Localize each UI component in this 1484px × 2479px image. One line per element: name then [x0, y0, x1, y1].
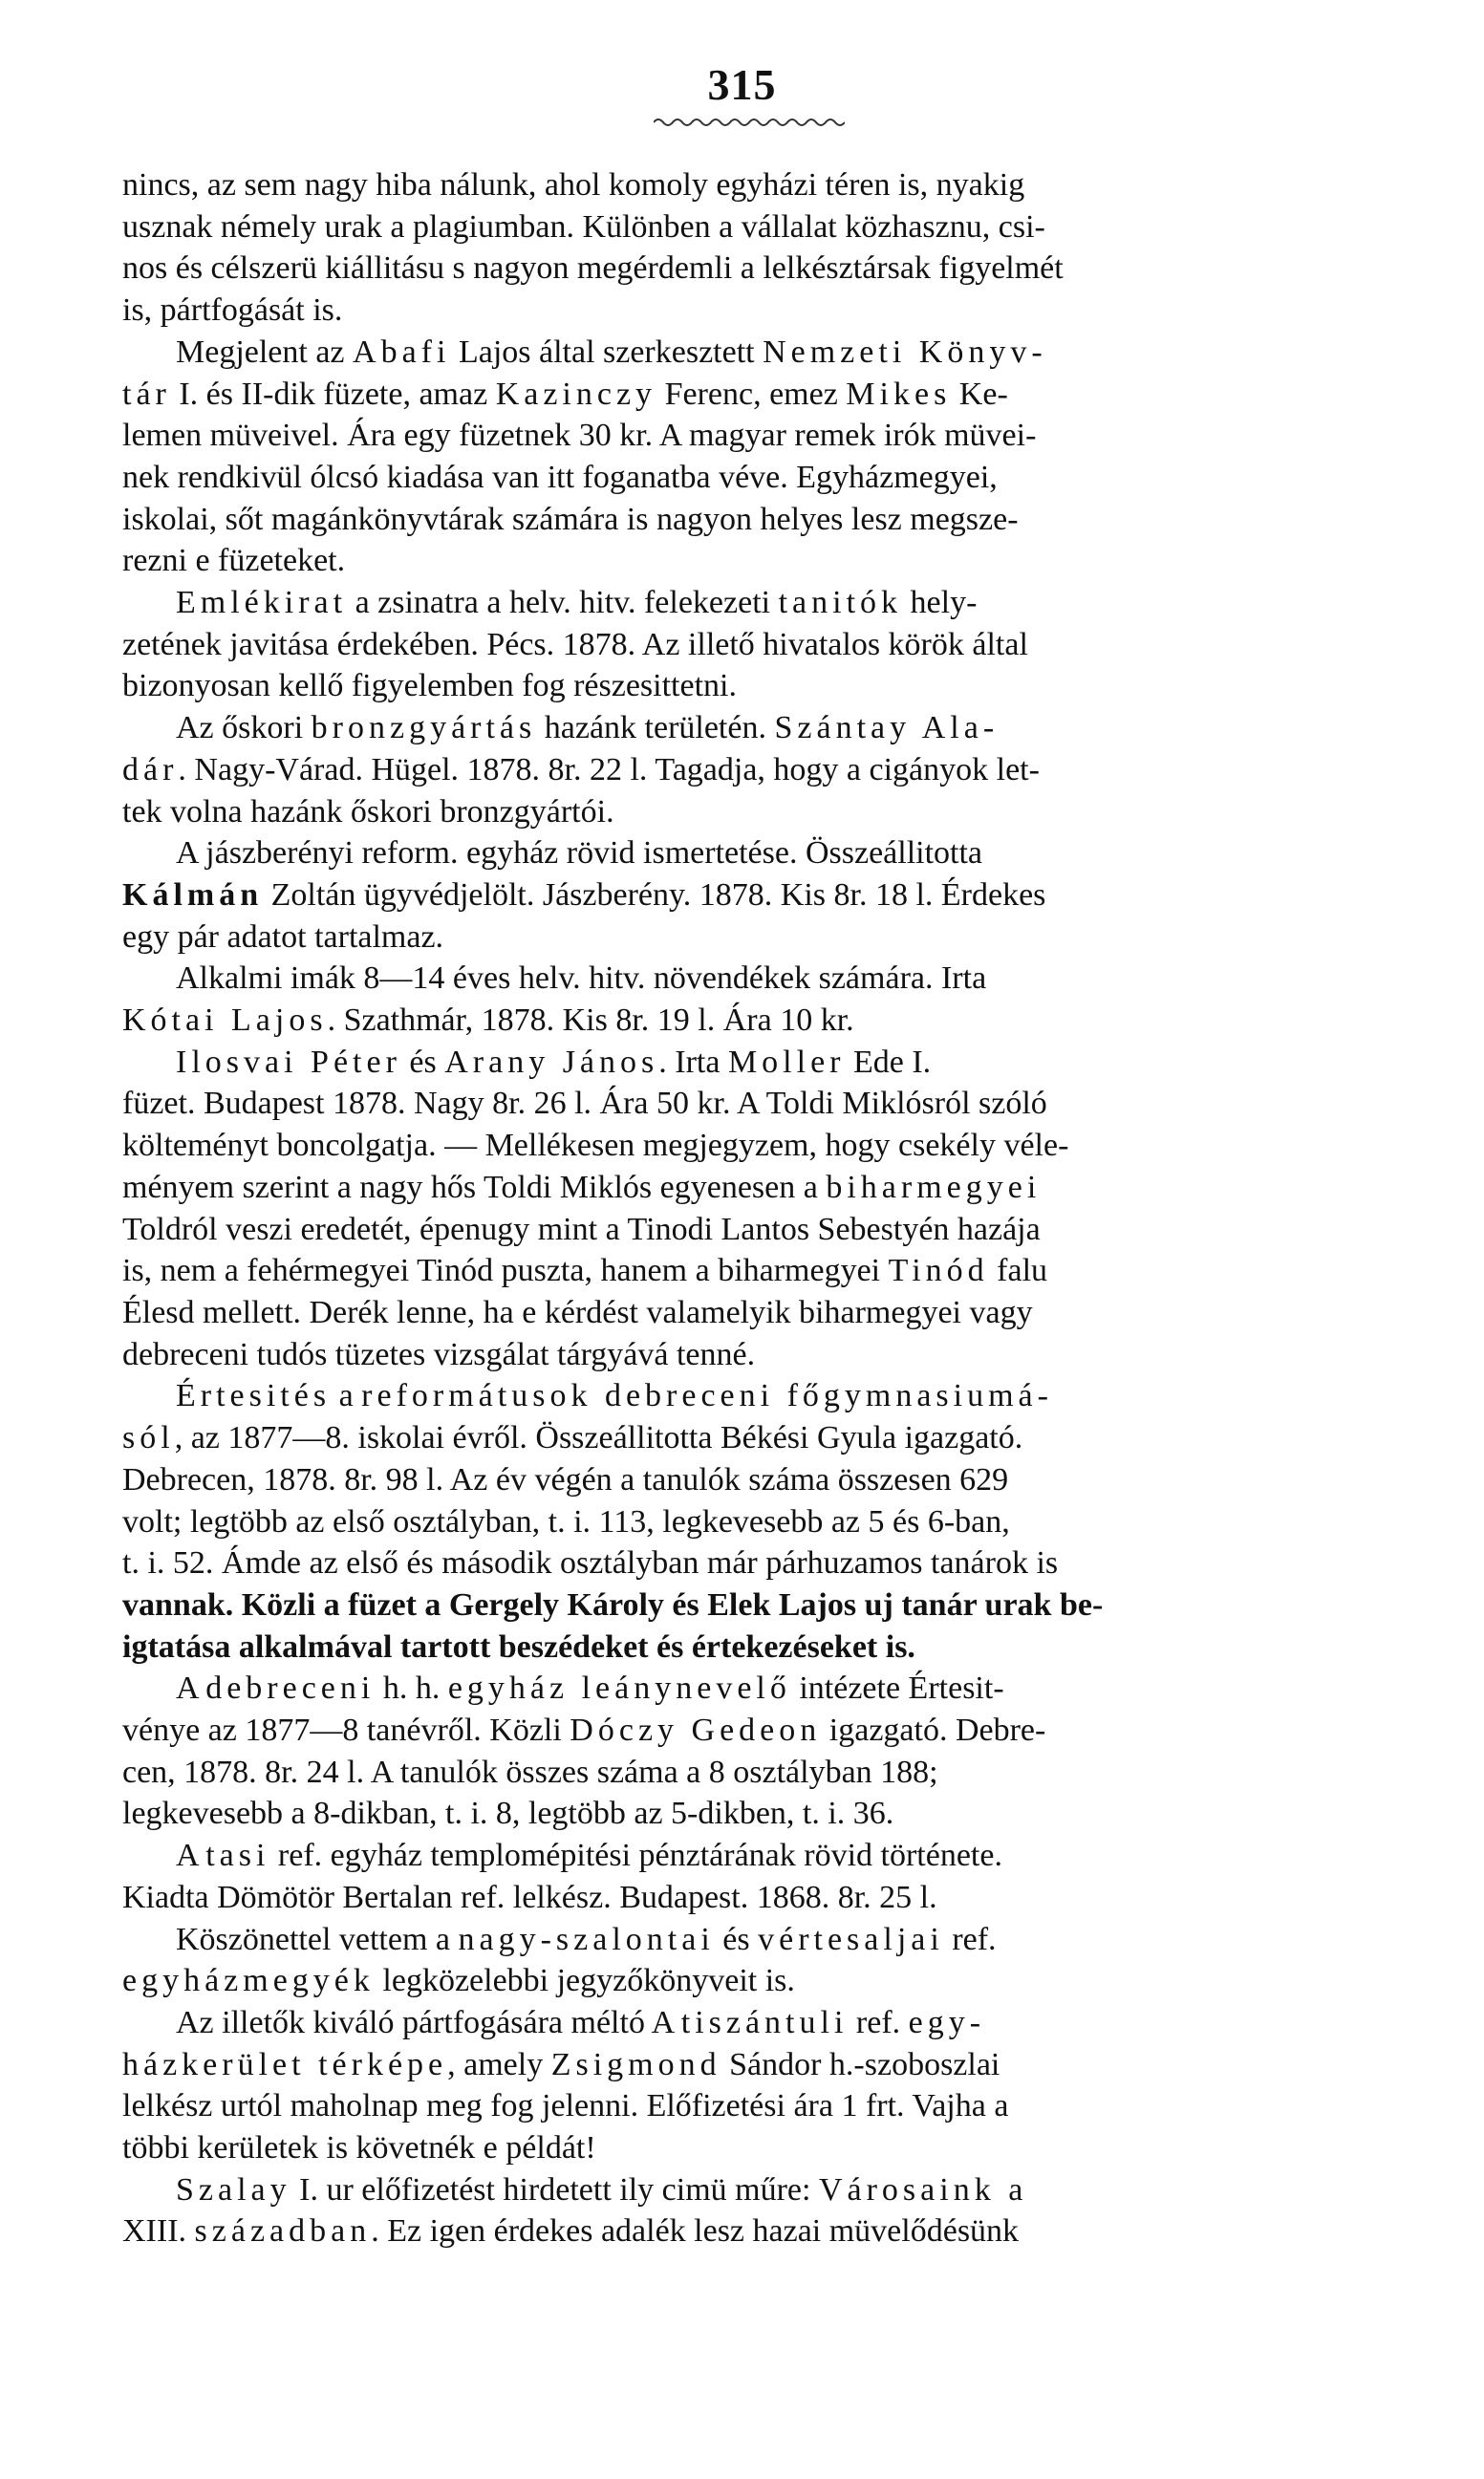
text-line — [122, 457, 1366, 499]
text-segment: Élesd mellett. Derék lenne, ha e kérdést valamelyik biharmegyei vagy — [122, 1294, 1033, 1330]
text-segment: egy pár adatot tartalmaz. — [122, 918, 444, 955]
text-line — [122, 1125, 1366, 1167]
text-segment: tanitók — [778, 585, 903, 621]
text-segment: Nemzeti Könyv- — [763, 334, 1047, 370]
text-segment: A jászberényi reform. egyház rövid ismertetése. Összeállitotta — [176, 835, 983, 872]
text-segment: . Irta — [658, 1044, 728, 1080]
text-line — [122, 1960, 1366, 2002]
text-segment: usznak némely urak a plagiumban. Különben a vállalat közhasznu, csi- — [122, 208, 1045, 245]
text-segment: ményem szerint a nagy hős Toldi Miklós egyenesen a — [122, 1169, 827, 1205]
text-line — [122, 499, 1366, 541]
text-line — [122, 540, 1366, 582]
text-line — [122, 1334, 1366, 1376]
text-line — [122, 1919, 1366, 1961]
text-segment: Emlékirat — [176, 585, 348, 621]
text-line — [122, 1501, 1366, 1543]
text-line — [122, 248, 1366, 290]
text-segment: . Szathmár, 1878. Kis 8r. 19 l. Ára 10 kr. — [327, 1002, 854, 1039]
text-segment: tek volna hazánk őskori bronzgyártói. — [122, 793, 614, 830]
text-segment: házkerület térképe — [122, 2046, 448, 2082]
text-segment: hazánk területén. — [536, 710, 775, 746]
decorative-wavy-rule — [654, 117, 845, 128]
text-line — [122, 874, 1366, 916]
text-segment: Ilosvai Péter — [176, 1044, 401, 1080]
text-segment: többi kerületek is követnék e példát! — [122, 2130, 596, 2166]
text-segment: ref. — [848, 2004, 909, 2040]
text-segment: Abafi — [353, 334, 451, 370]
text-segment: nagy-szalontai — [458, 1921, 715, 1957]
text-segment: dár — [122, 751, 179, 787]
text-line — [122, 707, 1366, 749]
text-segment: , amely — [447, 2046, 551, 2082]
text-segment: Lajos által szerkesztett — [450, 334, 764, 370]
text-segment: I. ur előfizetést hirdetett ily cimü műre: — [290, 2171, 819, 2208]
text-segment: Moller — [727, 1044, 846, 1080]
text-segment: lemen müveivel. Ára egy füzetnek 30 kr. A magyar remek irók müvei- — [122, 418, 1037, 454]
text-segment: ref. egyház templomépitési pénztárának rövid története. — [269, 1838, 1002, 1874]
text-line — [122, 1417, 1366, 1459]
text-line — [122, 1083, 1366, 1125]
text-line — [122, 1877, 1366, 1919]
text-segment: Mikes — [846, 376, 952, 412]
text-line — [122, 624, 1366, 666]
text-segment: Ke- — [951, 376, 1008, 412]
text-line — [122, 1668, 1366, 1710]
text-segment: is, nem a fehérmegyei Tinód puszta, hanem a biharmegyei — [122, 1253, 889, 1289]
text-segment: Értesités — [176, 1378, 332, 1414]
text-segment: lelkész urtól maholnap meg fog jelenni. Előfizetési ára 1 frt. Vajha a — [122, 2088, 1009, 2124]
text-line — [122, 1710, 1366, 1752]
text-segment: Toldról veszi eredetét, épenugy mint a Tinodi Lantos Sebestyén hazája — [122, 1211, 1041, 1247]
text-segment: bizonyosan kellő figyelemben fog részesittetni. — [122, 668, 737, 704]
text-line — [122, 2169, 1366, 2211]
text-segment: egyház leánynevelő — [447, 1671, 791, 1707]
text-segment: , az 1877—8. iskolai évről. Összeállitotta Békési Gyula igazgató. — [174, 1420, 1023, 1456]
text-segment: Kiadta Dömötör Bertalan ref. lelkész. Budapest. 1868. 8r. 25 l. — [122, 1879, 937, 1915]
text-segment: volt; legtöbb az első osztályban, t. i. 113, legkevesebb az 5 és 6-ban, — [122, 1503, 1010, 1540]
text-segment: legkevesebb a 8-dikban, t. i. 8, legtöbb az 5-dikben, t. i. 36. — [122, 1796, 894, 1832]
text-line — [122, 916, 1366, 959]
text-line — [122, 2210, 1366, 2253]
text-segment: . Nagy-Várad. Hügel. 1878. 8r. 22 l. Tagadja, hogy a cigányok let- — [178, 751, 1040, 787]
text-segment: Zsigmond — [550, 2046, 721, 2082]
text-segment: iskolai, sőt magánkönyvtárak számára is nagyon helyes lesz megsze- — [122, 501, 1019, 537]
text-line — [122, 290, 1366, 332]
text-segment: egy- — [908, 2004, 986, 2040]
page-number: 315 — [707, 60, 777, 109]
text-line — [122, 582, 1366, 624]
text-segment: is, pártfogását is. — [122, 292, 343, 329]
text-line — [122, 1209, 1366, 1251]
body-text — [122, 164, 1366, 2253]
text-line — [122, 206, 1366, 248]
page-header — [0, 59, 1484, 110]
text-segment: Kazinczy — [495, 376, 657, 412]
text-segment: a — [331, 1378, 362, 1414]
text-line — [122, 1042, 1366, 1084]
text-segment: nincs, az sem nagy hiba nálunk, ahol komoly egyházi téren is, nyakig — [122, 167, 1025, 203]
text-segment: tiszántuli — [680, 2004, 849, 2040]
text-line — [122, 749, 1366, 791]
text-segment: nek rendkivül ólcsó kiadása van itt foganatba véve. Egyházmegyei, — [122, 459, 998, 495]
text-line — [122, 1793, 1366, 1835]
text-line — [122, 665, 1366, 707]
text-segment: Ede I. — [845, 1044, 932, 1080]
text-segment: Városaink a — [818, 2171, 1028, 2208]
text-segment: igtatása alkalmával tartott beszédeket és értekezéseket is. — [122, 1628, 915, 1665]
text-segment: Köszönettel vettem a — [176, 1921, 459, 1957]
text-line — [122, 1835, 1366, 1877]
text-line — [122, 2127, 1366, 2169]
text-segment: A — [176, 1838, 206, 1874]
text-segment: zetének javitása érdekében. Pécs. 1878. Az illető hivatalos körök által — [122, 626, 1028, 662]
text-segment: füzet. Budapest 1878. Nagy 8r. 26 l. Ára 50 kr. A Toldi Miklósról szóló — [122, 1086, 1047, 1122]
text-line — [122, 1752, 1366, 1794]
text-segment: a zsinatra a helv. hitv. felekezeti — [347, 585, 779, 621]
text-segment: debreceni — [205, 1671, 376, 1707]
text-segment: XIII. — [122, 2213, 195, 2250]
text-segment: . Ez igen érdekes adalék lesz hazai müvelődésünk — [371, 2213, 1020, 2250]
text-line — [122, 1000, 1366, 1042]
text-segment: Megjelent az — [176, 334, 354, 370]
text-segment: Dóczy Gedeon — [570, 1713, 822, 1749]
text-segment: Tinód — [888, 1253, 989, 1289]
text-line — [122, 1167, 1366, 1209]
text-segment: vértesaljai — [758, 1921, 944, 1957]
text-segment: Ferenc, emez — [656, 376, 847, 412]
text-segment: vannak. Közli a füzet a Gergely Károly és Elek Lajos uj tanár urak be- — [122, 1586, 1104, 1623]
text-segment: Szántay Ala- — [774, 710, 1000, 746]
text-segment: biharmegyei — [826, 1169, 1042, 1205]
text-line — [122, 958, 1366, 1000]
text-segment: igazgató. Debre- — [821, 1713, 1046, 1749]
text-line — [122, 1627, 1366, 1669]
text-line — [122, 1542, 1366, 1584]
text-segment: költeményt boncolgatja. — Mellékesen megjegyzem, hogy csekély véle- — [122, 1128, 1069, 1164]
text-line — [122, 164, 1366, 206]
text-line — [122, 415, 1366, 457]
text-segment: Zoltán ügyvédjelölt. Jászberény. 1878. Kis 8r. 18 l. Érdekes — [263, 876, 1046, 913]
text-segment: Alkalmi imák 8—14 éves helv. hitv. növendékek számára. Irta — [176, 960, 987, 997]
text-segment: bronzgyártás — [311, 710, 537, 746]
text-segment: ref. — [943, 1921, 997, 1957]
text-line — [122, 832, 1366, 874]
text-segment: században — [194, 2213, 372, 2250]
text-segment: Kálmán — [122, 876, 264, 913]
text-segment: t. i. 52. Ámde az első és második osztályban már párhuzamos tanárok is — [122, 1545, 1059, 1582]
text-segment: Az illetők kiváló pártfogására méltó A — [176, 2004, 681, 2040]
text-segment: nos és célszerü kiállitásu s nagyon megérdemli a lelkésztársak figyelmét — [122, 250, 1064, 287]
text-segment: és — [714, 1921, 759, 1957]
text-line — [122, 791, 1366, 833]
text-line — [122, 2044, 1366, 2086]
text-line — [122, 332, 1366, 374]
text-line — [122, 2085, 1366, 2127]
text-segment: A — [176, 1671, 206, 1707]
text-segment: h. h. — [375, 1671, 448, 1707]
text-line — [122, 374, 1366, 416]
text-segment: Kótai Lajos — [122, 1002, 328, 1039]
text-segment: legközelebbi jegyzőkönyveit is. — [374, 1963, 795, 1999]
text-segment: Arany János — [444, 1044, 659, 1080]
text-segment: intézete Értesit- — [790, 1671, 1004, 1707]
text-segment: falu — [988, 1253, 1048, 1289]
text-line — [122, 1375, 1366, 1417]
text-line — [122, 1459, 1366, 1501]
text-segment: reformátusok debreceni főgymnasiumá- — [361, 1378, 1053, 1414]
text-segment: hely- — [902, 585, 978, 621]
text-segment: sól — [122, 1420, 175, 1456]
text-line — [122, 2002, 1366, 2044]
text-segment: Szalay — [176, 2171, 291, 2208]
text-line — [122, 1292, 1366, 1334]
text-segment: debreceni tudós tüzetes vizsgálat tárgyává tenné. — [122, 1336, 756, 1372]
text-segment: cen, 1878. 8r. 24 l. A tanulók összes száma a 8 osztályban 188; — [122, 1754, 938, 1790]
text-line — [122, 1250, 1366, 1292]
text-segment: Az őskori — [176, 710, 312, 746]
text-segment: tasi — [205, 1838, 270, 1874]
text-segment: vénye az 1877—8 tanévről. Közli — [122, 1713, 570, 1749]
text-segment: és — [400, 1044, 445, 1080]
text-segment: I. és II-dik füzete, amaz — [170, 376, 496, 412]
text-segment: Sándor h.-szoboszlai — [720, 2046, 1000, 2082]
text-segment: rezni e füzeteket. — [122, 543, 346, 579]
text-line — [122, 1584, 1366, 1627]
text-segment: egyházmegyék — [122, 1963, 375, 1999]
text-segment: tár — [122, 376, 171, 412]
text-segment: Debrecen, 1878. 8r. 98 l. Az év végén a tanulók száma összesen 629 — [122, 1461, 1009, 1498]
